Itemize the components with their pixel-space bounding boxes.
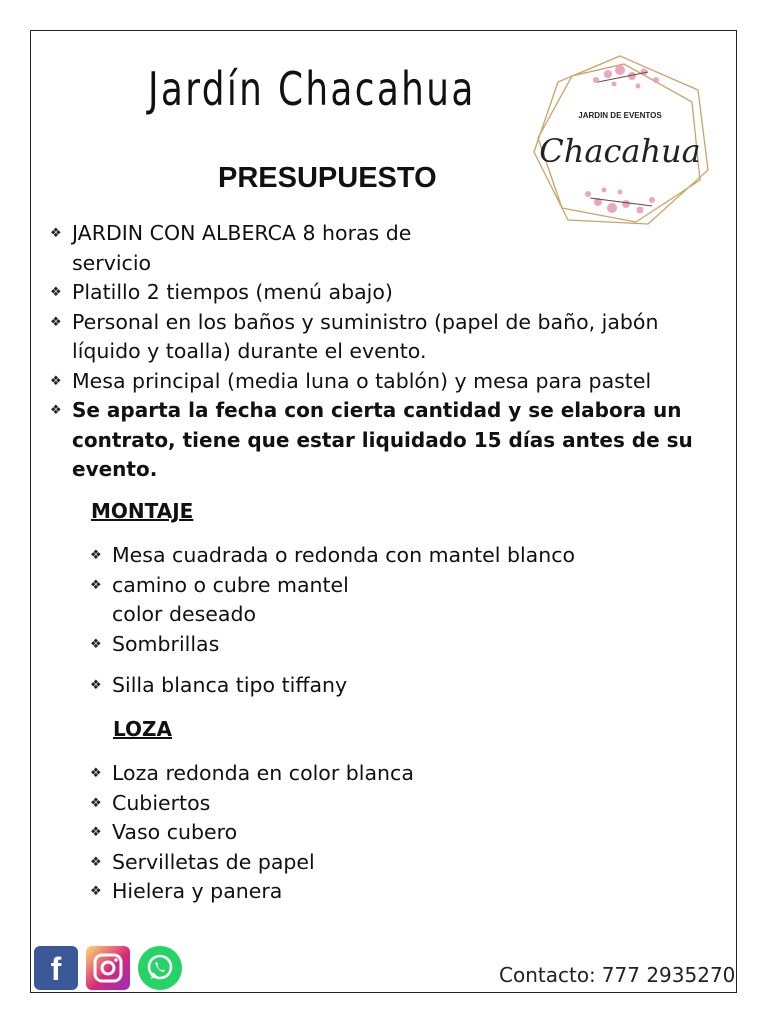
diamond-bullet-icon: ❖ [50,373,62,389]
diamond-bullet-icon: ❖ [90,854,102,870]
list-item: ❖ Mesa cuadrada o redonda con mantel blanco [90,541,710,571]
svg-text:f: f [50,951,62,985]
diamond-bullet-icon: ❖ [90,825,102,840]
list-item: ❖ Se aparta la fecha con cierta cantidad y se elabora un contrato, tiene que estar liquidado 15 días antes de su evento. [50,398,693,481]
list-item: ❖ Cubiertos [90,789,710,819]
montaje-list [90,541,710,701]
logo-line1: JARDIN DE EVENTOS [578,111,662,120]
diamond-bullet-icon: ❖ [50,314,62,330]
diamond-bullet-icon: ❖ [50,285,62,300]
diamond-bullet-icon: ❖ [50,403,62,418]
list-item: ❖ Mesa principal (media luna o tablón) y mesa para pastel [50,367,730,397]
section-heading-loza: LOZA [113,717,173,741]
section-heading-montaje: MONTAJE [91,499,194,523]
list-item: ❖ Personal en los baños y suministro (papel de baño, jabón líquido y toalla) durante el evento. [50,309,659,363]
diamond-bullet-icon: ❖ [90,636,102,652]
list-item: ❖ Loza redonda en color blanca [90,759,710,789]
page-subtitle: PRESUPUESTO [218,162,437,194]
diamond-bullet-icon: ❖ [90,766,102,781]
contact-label: Contacto: [499,963,596,987]
diamond-bullet-icon: ❖ [90,678,102,693]
list-item: ❖ Servilletas de papel [90,848,710,878]
diamond-bullet-icon: ❖ [90,548,102,563]
instagram-icon[interactable] [86,946,130,990]
social-icons [34,946,182,992]
list-item: ❖ Vaso cubero [90,818,710,848]
list-item: ❖ Silla blanca tipo tiffany [90,671,710,701]
list-item: ❖ Sombrillas [90,630,710,660]
main-list [50,219,730,485]
page-title: Jardín Chacahua [148,62,476,116]
loza-list [90,759,710,907]
diamond-bullet-icon: ❖ [90,795,102,811]
diamond-bullet-icon: ❖ [90,884,102,899]
list-item: ❖ JARDIN CON ALBERCA 8 horas de servicio [50,221,412,275]
diamond-bullet-icon: ❖ [50,226,62,241]
list-item: ❖ Platillo 2 tiempos (menú abajo) [50,278,730,308]
contact-info [499,963,735,987]
facebook-icon[interactable] [34,946,78,990]
list-item: ❖ camino o cubre mantel color deseado [90,572,349,626]
whatsapp-icon[interactable] [138,946,182,990]
list-item: ❖ Hielera y panera [90,877,710,907]
diamond-bullet-icon: ❖ [90,577,102,593]
jardin-chacahua-logo [528,52,712,232]
logo-line2: Chacahua [539,132,701,170]
contact-number[interactable]: 777 2935270 [601,963,736,987]
